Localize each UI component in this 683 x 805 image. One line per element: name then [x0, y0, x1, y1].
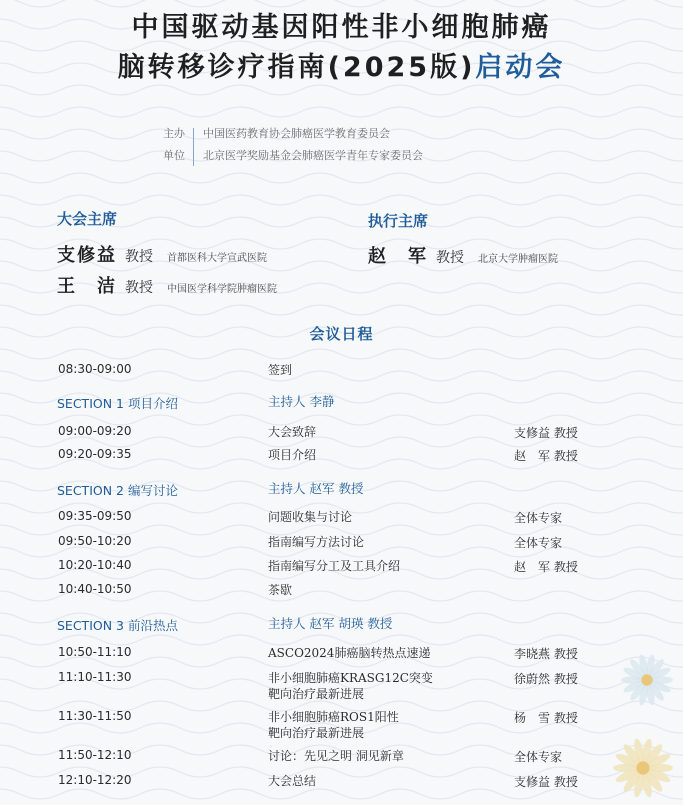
organizer-label-bottom: 单位: [163, 149, 185, 162]
agenda-time: 09:00-09:20: [58, 424, 132, 438]
section-host: 主持人 赵军 胡瑛 教授: [268, 616, 393, 631]
agenda-speaker: 支修益 教授: [514, 775, 578, 789]
title-line-2-main: 脑转移诊疗指南(2025版): [117, 52, 476, 83]
chair-title: 教授: [125, 280, 153, 296]
chair-hospital: 首都医科大学宣武医院: [167, 253, 267, 264]
agenda-time: 12:10-12:20: [58, 773, 132, 787]
chair-name: 王 洁: [57, 276, 117, 297]
agenda-time: 09:20-09:35: [58, 447, 132, 461]
title-line-1: 中国驱动基因阳性非小细胞肺癌: [131, 12, 552, 43]
title-line-2: [0, 48, 683, 88]
chair-hospital: 中国医学科学院肿瘤医院: [167, 284, 277, 295]
general-chair-1: [57, 241, 267, 267]
agenda-topic: 茶歇: [268, 583, 293, 597]
agenda-topic: 非小细胞肺癌KRASG12C突变 靶向治疗最新进展: [268, 671, 433, 701]
chair-name: 支修益: [57, 245, 117, 266]
executive-chair-heading: 执行主席: [368, 212, 429, 230]
agenda-time: 11:10-11:30: [58, 670, 132, 684]
agenda-time: 11:50-12:10: [58, 748, 132, 762]
agenda-speaker: 全体专家: [514, 511, 563, 525]
chair-title: 教授: [125, 249, 153, 265]
section-title: SECTION 1 项目介绍: [57, 396, 178, 411]
agenda-topic: 指南编写分工及工具介绍: [268, 559, 401, 573]
agenda-topic: 大会总结: [268, 774, 317, 788]
section-host: 主持人 李静: [268, 394, 335, 409]
chair-name: 赵 军: [368, 246, 428, 267]
title-line-2-accent: 启动会: [475, 52, 566, 83]
agenda-topic: 项目介绍: [268, 448, 317, 462]
agenda-topic: 签到: [268, 363, 293, 377]
agenda-topic: ASCO2024肺癌脑转热点速递: [268, 646, 431, 660]
agenda-speaker: 徐蔚然 教授: [514, 672, 578, 686]
section-host: 主持人 赵军 教授: [268, 481, 364, 496]
agenda-time: 09:35-09:50: [58, 509, 132, 523]
agenda-topic: 非小细胞肺癌ROS1阳性 靶向治疗最新进展: [268, 710, 399, 740]
agenda-time: 11:30-11:50: [58, 709, 132, 723]
organizer-2: 北京医学奖励基金会肺癌医学青年专家委员会: [203, 149, 423, 162]
general-chair-heading: 大会主席: [57, 210, 118, 228]
agenda-speaker: 杨 雪 教授: [514, 711, 578, 725]
flower-decoration: [585, 640, 683, 805]
chair-hospital: 北京大学肿瘤医院: [478, 254, 558, 265]
agenda-time: 10:50-11:10: [58, 645, 132, 659]
agenda-time: 08:30-09:00: [58, 362, 132, 376]
agenda-time: 10:40-10:50: [58, 582, 132, 596]
organizer-label-top: 主办: [163, 127, 185, 140]
section-title: SECTION 2 编写讨论: [57, 483, 178, 498]
agenda-speaker: 全体专家: [514, 750, 563, 764]
chair-title: 教授: [436, 250, 464, 266]
agenda-time: 10:20-10:40: [58, 558, 132, 572]
section-title: SECTION 3 前沿热点: [57, 618, 178, 633]
organizer-divider: [193, 128, 194, 166]
agenda-heading: 会议日程: [309, 325, 374, 343]
agenda-topic: 问题收集与讨论: [268, 510, 353, 524]
agenda-speaker: 赵 军 教授: [514, 449, 578, 463]
agenda-topic: 大会致辞: [268, 425, 317, 439]
agenda-time: 09:50-10:20: [58, 534, 132, 548]
agenda-topic: 指南编写方法讨论: [268, 535, 365, 549]
page-title: [0, 8, 683, 88]
executive-chair-1: [368, 242, 558, 268]
agenda-speaker: 支修益 教授: [514, 426, 578, 440]
general-chair-2: [57, 272, 277, 298]
agenda-speaker: 全体专家: [514, 536, 563, 550]
organizer-1: 中国医药教育协会肺癌医学教育委员会: [203, 127, 390, 140]
agenda-speaker: 李晓燕 教授: [514, 647, 578, 661]
agenda-speaker: 赵 军 教授: [514, 560, 578, 574]
agenda-topic: 讨论：先见之明 洞见新章: [268, 749, 404, 763]
